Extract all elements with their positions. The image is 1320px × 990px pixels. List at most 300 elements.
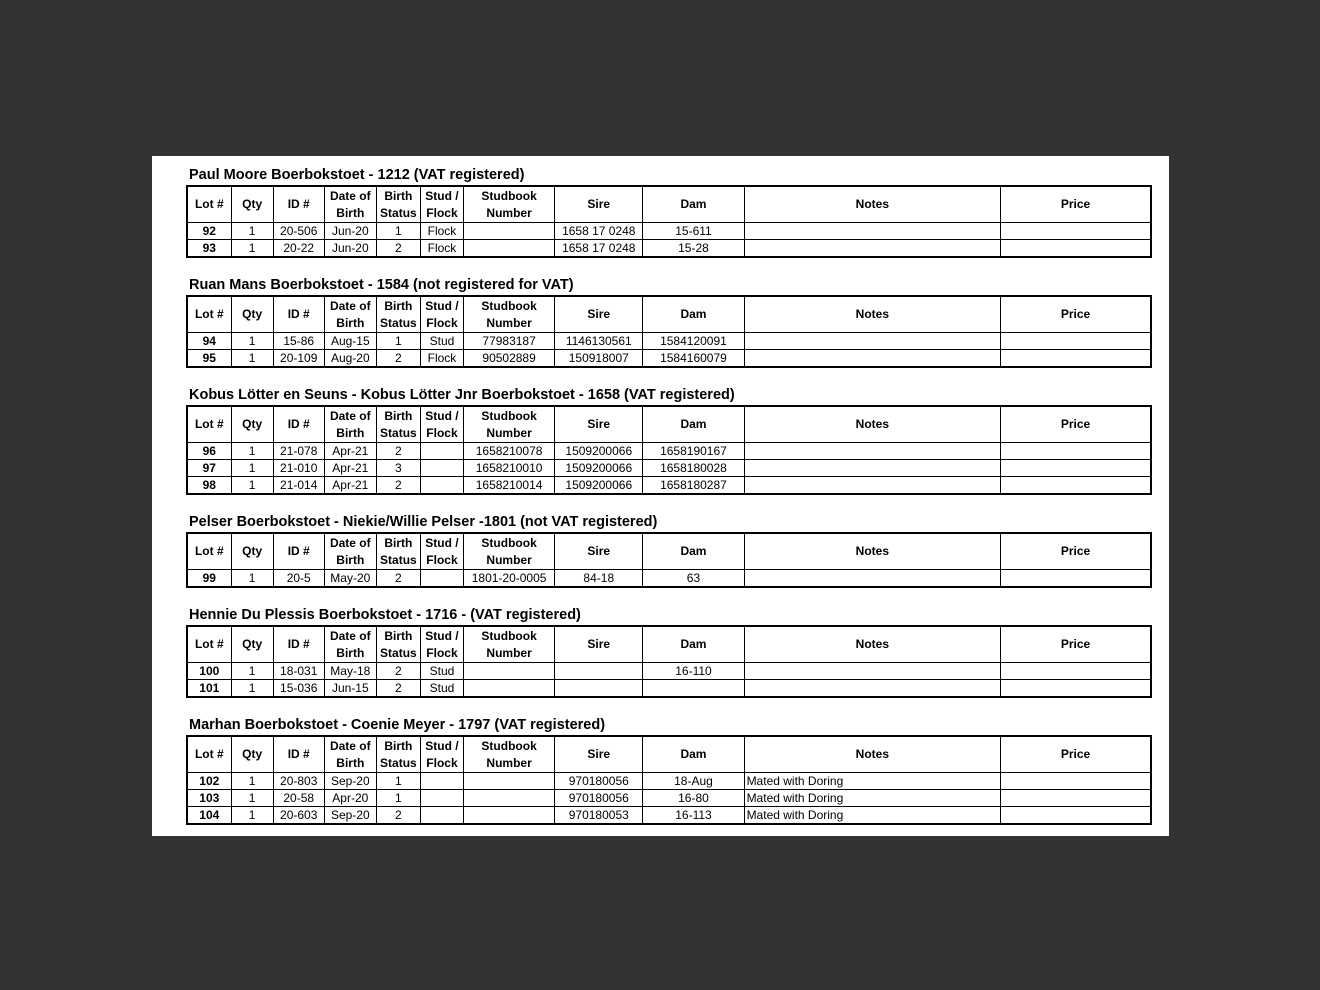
column-header-notes bbox=[744, 406, 1001, 443]
column-header-studbook-number bbox=[464, 296, 555, 333]
cell-sire: 1658 17 0248 bbox=[555, 240, 643, 258]
column-header-label: Lot # bbox=[194, 747, 224, 761]
column-header-label: Number bbox=[486, 552, 532, 567]
cell-qty: 1 bbox=[231, 350, 273, 368]
column-header-birth-status bbox=[376, 406, 420, 443]
column-header-label: Status bbox=[380, 205, 417, 220]
table-row bbox=[187, 443, 1151, 460]
cell-lot: 94 bbox=[187, 333, 231, 350]
column-header-label: Qty bbox=[242, 637, 263, 651]
cell-birth-status: 2 bbox=[376, 443, 420, 460]
column-header-label: Flock bbox=[426, 755, 458, 770]
lot-section bbox=[186, 716, 1152, 825]
cell-price bbox=[1001, 570, 1151, 588]
header-row bbox=[187, 296, 1151, 333]
column-header-label: Birth bbox=[336, 315, 365, 330]
column-header-label: Studbook bbox=[481, 535, 537, 550]
column-header-label: Price bbox=[1060, 307, 1091, 321]
column-header-label: Birth bbox=[384, 738, 413, 753]
cell-notes: Mated with Doring bbox=[744, 790, 1001, 807]
column-header-qty bbox=[231, 406, 273, 443]
cell-qty: 1 bbox=[231, 663, 273, 680]
cell-id: 15-86 bbox=[273, 333, 324, 350]
cell-lot: 95 bbox=[187, 350, 231, 368]
column-header-label: Status bbox=[380, 755, 417, 770]
column-header-label: Notes bbox=[855, 637, 889, 651]
column-header-label: Birth bbox=[336, 552, 365, 567]
lots-table bbox=[186, 532, 1152, 588]
column-header-label: Qty bbox=[242, 197, 263, 211]
column-header-notes bbox=[744, 626, 1001, 663]
cell-sire: 1509200066 bbox=[555, 460, 643, 477]
cell-lot: 100 bbox=[187, 663, 231, 680]
cell-date-of-birth: Jun-20 bbox=[324, 223, 376, 240]
column-header-label: Birth bbox=[336, 755, 365, 770]
cell-qty: 1 bbox=[231, 443, 273, 460]
column-header-sire bbox=[555, 406, 643, 443]
column-header-label: Number bbox=[486, 425, 532, 440]
cell-id: 15-036 bbox=[273, 680, 324, 698]
cell-sire bbox=[555, 680, 643, 698]
column-header-label: Number bbox=[486, 645, 532, 660]
column-header-dam bbox=[643, 626, 744, 663]
column-header-label: Flock bbox=[426, 552, 458, 567]
cell-notes bbox=[744, 570, 1001, 588]
column-header-label: Sire bbox=[587, 417, 611, 431]
column-header-stud-flock bbox=[420, 406, 463, 443]
column-header-studbook-number bbox=[464, 626, 555, 663]
cell-id: 20-5 bbox=[273, 570, 324, 588]
column-header-dam bbox=[643, 736, 744, 773]
column-header-label: Flock bbox=[426, 425, 458, 440]
column-header-label: Birth bbox=[384, 408, 413, 423]
column-header-price bbox=[1001, 186, 1151, 223]
column-header-label: ID # bbox=[287, 417, 310, 431]
cell-sire: 970180053 bbox=[555, 807, 643, 825]
column-header-label: Status bbox=[380, 315, 417, 330]
column-header-id bbox=[273, 186, 324, 223]
cell-studbook-number bbox=[464, 790, 555, 807]
cell-id: 21-014 bbox=[273, 477, 324, 495]
column-header-label: Birth bbox=[336, 205, 365, 220]
column-header-label: Price bbox=[1060, 417, 1091, 431]
cell-id: 20-109 bbox=[273, 350, 324, 368]
lots-table bbox=[186, 405, 1152, 495]
column-header-date-of-birth bbox=[324, 186, 376, 223]
column-header-notes bbox=[744, 736, 1001, 773]
column-header-birth-status bbox=[376, 186, 420, 223]
cell-qty: 1 bbox=[231, 790, 273, 807]
column-header-price bbox=[1001, 296, 1151, 333]
cell-birth-status: 1 bbox=[376, 790, 420, 807]
lots-table bbox=[186, 295, 1152, 368]
cell-lot: 101 bbox=[187, 680, 231, 698]
column-header-studbook-number bbox=[464, 406, 555, 443]
column-header-sire bbox=[555, 186, 643, 223]
cell-qty: 1 bbox=[231, 570, 273, 588]
cell-notes: Mated with Doring bbox=[744, 773, 1001, 790]
cell-date-of-birth: Apr-21 bbox=[324, 443, 376, 460]
column-header-dam bbox=[643, 296, 744, 333]
cell-qty: 1 bbox=[231, 223, 273, 240]
column-header-label: Studbook bbox=[481, 298, 537, 313]
cell-id: 18-031 bbox=[273, 663, 324, 680]
lot-section bbox=[186, 276, 1152, 368]
cell-date-of-birth: Sep-20 bbox=[324, 773, 376, 790]
cell-dam: 1658180028 bbox=[643, 460, 744, 477]
cell-stud-flock: Flock bbox=[420, 240, 463, 258]
column-header-label: Birth bbox=[384, 188, 413, 203]
column-header-label: Price bbox=[1060, 747, 1091, 761]
cell-lot: 103 bbox=[187, 790, 231, 807]
cell-stud-flock bbox=[420, 807, 463, 825]
column-header-label: Lot # bbox=[194, 307, 224, 321]
lots-table bbox=[186, 735, 1152, 825]
cell-studbook-number bbox=[464, 223, 555, 240]
lot-section bbox=[186, 386, 1152, 495]
cell-studbook-number: 1801-20-0005 bbox=[464, 570, 555, 588]
column-header-stud-flock bbox=[420, 296, 463, 333]
cell-stud-flock bbox=[420, 790, 463, 807]
cell-id: 21-078 bbox=[273, 443, 324, 460]
cell-dam: 15-28 bbox=[643, 240, 744, 258]
column-header-id bbox=[273, 626, 324, 663]
cell-lot: 104 bbox=[187, 807, 231, 825]
column-header-label: Studbook bbox=[481, 408, 537, 423]
column-header-date-of-birth bbox=[324, 533, 376, 570]
table-row bbox=[187, 570, 1151, 588]
cell-stud-flock bbox=[420, 773, 463, 790]
cell-birth-status: 1 bbox=[376, 773, 420, 790]
cell-qty: 1 bbox=[231, 807, 273, 825]
column-header-studbook-number bbox=[464, 533, 555, 570]
column-header-label: Dam bbox=[680, 637, 707, 651]
cell-qty: 1 bbox=[231, 477, 273, 495]
cell-sire: 84-18 bbox=[555, 570, 643, 588]
column-header-label: ID # bbox=[287, 544, 310, 558]
cell-date-of-birth: May-18 bbox=[324, 663, 376, 680]
column-header-qty bbox=[231, 296, 273, 333]
cell-dam: 15-611 bbox=[643, 223, 744, 240]
header-row bbox=[187, 186, 1151, 223]
cell-price bbox=[1001, 680, 1151, 698]
column-header-label: Number bbox=[486, 315, 532, 330]
column-header-dam bbox=[643, 533, 744, 570]
cell-date-of-birth: Apr-21 bbox=[324, 477, 376, 495]
cell-dam: 1584120091 bbox=[643, 333, 744, 350]
cell-stud-flock: Stud bbox=[420, 333, 463, 350]
cell-lot: 97 bbox=[187, 460, 231, 477]
cell-birth-status: 2 bbox=[376, 807, 420, 825]
column-header-label: ID # bbox=[287, 747, 310, 761]
section-title: Paul Moore Boerbokstoet - 1212 (VAT registered) bbox=[189, 167, 525, 183]
column-header-date-of-birth bbox=[324, 736, 376, 773]
table-row bbox=[187, 663, 1151, 680]
column-header-label: Date of bbox=[329, 188, 371, 203]
column-header-price bbox=[1001, 533, 1151, 570]
cell-qty: 1 bbox=[231, 680, 273, 698]
cell-birth-status: 2 bbox=[376, 680, 420, 698]
column-header-label: Lot # bbox=[194, 544, 224, 558]
column-header-lot bbox=[187, 186, 231, 223]
cell-date-of-birth: Aug-20 bbox=[324, 350, 376, 368]
column-header-label: Sire bbox=[587, 747, 611, 761]
cell-birth-status: 3 bbox=[376, 460, 420, 477]
column-header-label: Sire bbox=[587, 544, 611, 558]
cell-notes bbox=[744, 333, 1001, 350]
column-header-label: Lot # bbox=[194, 417, 224, 431]
column-header-label: Lot # bbox=[194, 637, 224, 651]
cell-dam: 1658180287 bbox=[643, 477, 744, 495]
lot-section bbox=[186, 166, 1152, 258]
cell-price bbox=[1001, 223, 1151, 240]
column-header-label: Qty bbox=[242, 307, 263, 321]
column-header-label: Number bbox=[486, 755, 532, 770]
column-header-label: Price bbox=[1060, 637, 1091, 651]
table-row bbox=[187, 223, 1151, 240]
column-header-label: Notes bbox=[855, 197, 889, 211]
column-header-label: Stud / bbox=[425, 298, 459, 313]
cell-birth-status: 2 bbox=[376, 240, 420, 258]
cell-id: 21-010 bbox=[273, 460, 324, 477]
column-header-label: Studbook bbox=[481, 738, 537, 753]
column-header-stud-flock bbox=[420, 626, 463, 663]
column-header-label: Date of bbox=[329, 408, 371, 423]
cell-date-of-birth: Sep-20 bbox=[324, 807, 376, 825]
column-header-label: Status bbox=[380, 425, 417, 440]
column-header-studbook-number bbox=[464, 736, 555, 773]
header-row bbox=[187, 406, 1151, 443]
cell-stud-flock: Stud bbox=[420, 680, 463, 698]
cell-stud-flock: Flock bbox=[420, 350, 463, 368]
section-title: Hennie Du Plessis Boerbokstoet - 1716 - (VAT registered) bbox=[189, 607, 581, 623]
cell-price bbox=[1001, 350, 1151, 368]
column-header-label: Flock bbox=[426, 205, 458, 220]
cell-sire: 1509200066 bbox=[555, 477, 643, 495]
column-header-qty bbox=[231, 736, 273, 773]
cell-birth-status: 2 bbox=[376, 570, 420, 588]
column-header-birth-status bbox=[376, 296, 420, 333]
cell-price bbox=[1001, 460, 1151, 477]
cell-studbook-number: 90502889 bbox=[464, 350, 555, 368]
column-header-label: Notes bbox=[855, 747, 889, 761]
column-header-label: Dam bbox=[680, 197, 707, 211]
column-header-dam bbox=[643, 406, 744, 443]
column-header-label: Date of bbox=[329, 535, 371, 550]
cell-notes bbox=[744, 663, 1001, 680]
column-header-lot bbox=[187, 296, 231, 333]
cell-notes bbox=[744, 443, 1001, 460]
cell-studbook-number bbox=[464, 807, 555, 825]
cell-stud-flock bbox=[420, 443, 463, 460]
column-header-lot bbox=[187, 533, 231, 570]
column-header-label: Status bbox=[380, 645, 417, 660]
column-header-label: Birth bbox=[336, 425, 365, 440]
column-header-notes bbox=[744, 296, 1001, 333]
table-row bbox=[187, 350, 1151, 368]
column-header-lot bbox=[187, 406, 231, 443]
column-header-id bbox=[273, 296, 324, 333]
column-header-label: Dam bbox=[680, 307, 707, 321]
cell-price bbox=[1001, 333, 1151, 350]
cell-lot: 96 bbox=[187, 443, 231, 460]
cell-price bbox=[1001, 240, 1151, 258]
cell-stud-flock: Flock bbox=[420, 223, 463, 240]
cell-sire: 970180056 bbox=[555, 773, 643, 790]
cell-sire: 150918007 bbox=[555, 350, 643, 368]
column-header-qty bbox=[231, 186, 273, 223]
column-header-birth-status bbox=[376, 533, 420, 570]
column-header-label: Price bbox=[1060, 544, 1091, 558]
cell-studbook-number bbox=[464, 240, 555, 258]
cell-studbook-number: 77983187 bbox=[464, 333, 555, 350]
column-header-label: ID # bbox=[287, 197, 310, 211]
section-title: Pelser Boerbokstoet - Niekie/Willie Pelser -1801 (not VAT registered) bbox=[189, 514, 658, 530]
cell-date-of-birth: May-20 bbox=[324, 570, 376, 588]
column-header-qty bbox=[231, 533, 273, 570]
table-row bbox=[187, 477, 1151, 495]
column-header-qty bbox=[231, 626, 273, 663]
cell-lot: 99 bbox=[187, 570, 231, 588]
cell-lot: 92 bbox=[187, 223, 231, 240]
cell-dam: 18-Aug bbox=[643, 773, 744, 790]
cell-sire: 970180056 bbox=[555, 790, 643, 807]
cell-birth-status: 2 bbox=[376, 350, 420, 368]
cell-dam: 63 bbox=[643, 570, 744, 588]
cell-notes bbox=[744, 477, 1001, 495]
column-header-stud-flock bbox=[420, 186, 463, 223]
column-header-stud-flock bbox=[420, 736, 463, 773]
column-header-label: ID # bbox=[287, 637, 310, 651]
column-header-label: Birth bbox=[384, 535, 413, 550]
column-header-label: Dam bbox=[680, 747, 707, 761]
column-header-label: Flock bbox=[426, 315, 458, 330]
column-header-date-of-birth bbox=[324, 296, 376, 333]
column-header-label: Birth bbox=[336, 645, 365, 660]
cell-notes bbox=[744, 240, 1001, 258]
column-header-sire bbox=[555, 736, 643, 773]
cell-stud-flock bbox=[420, 460, 463, 477]
column-header-sire bbox=[555, 533, 643, 570]
cell-sire: 1509200066 bbox=[555, 443, 643, 460]
cell-studbook-number: 1658210078 bbox=[464, 443, 555, 460]
cell-dam: 16-80 bbox=[643, 790, 744, 807]
table-row bbox=[187, 460, 1151, 477]
column-header-label: Stud / bbox=[425, 535, 459, 550]
column-header-label: Qty bbox=[242, 544, 263, 558]
column-header-price bbox=[1001, 626, 1151, 663]
lots-table bbox=[186, 185, 1152, 258]
column-header-notes bbox=[744, 186, 1001, 223]
cell-id: 20-58 bbox=[273, 790, 324, 807]
column-header-label: Date of bbox=[329, 628, 371, 643]
column-header-label: Notes bbox=[855, 307, 889, 321]
cell-id: 20-506 bbox=[273, 223, 324, 240]
cell-id: 20-603 bbox=[273, 807, 324, 825]
cell-id: 20-22 bbox=[273, 240, 324, 258]
column-header-label: Qty bbox=[242, 417, 263, 431]
column-header-id bbox=[273, 406, 324, 443]
cell-lot: 102 bbox=[187, 773, 231, 790]
cell-sire: 1146130561 bbox=[555, 333, 643, 350]
cell-birth-status: 1 bbox=[376, 223, 420, 240]
cell-price bbox=[1001, 807, 1151, 825]
column-header-label: Notes bbox=[855, 417, 889, 431]
column-header-label: Stud / bbox=[425, 738, 459, 753]
cell-stud-flock bbox=[420, 570, 463, 588]
cell-birth-status: 2 bbox=[376, 663, 420, 680]
cell-price bbox=[1001, 443, 1151, 460]
cell-birth-status: 2 bbox=[376, 477, 420, 495]
table-row bbox=[187, 790, 1151, 807]
column-header-lot bbox=[187, 736, 231, 773]
column-header-id bbox=[273, 736, 324, 773]
cell-price bbox=[1001, 663, 1151, 680]
column-header-label: Date of bbox=[329, 738, 371, 753]
cell-lot: 98 bbox=[187, 477, 231, 495]
cell-price bbox=[1001, 790, 1151, 807]
cell-birth-status: 1 bbox=[376, 333, 420, 350]
column-header-sire bbox=[555, 626, 643, 663]
cell-dam: 1584160079 bbox=[643, 350, 744, 368]
column-header-notes bbox=[744, 533, 1001, 570]
cell-date-of-birth: Jun-15 bbox=[324, 680, 376, 698]
column-header-label: Stud / bbox=[425, 408, 459, 423]
lots-table bbox=[186, 625, 1152, 698]
cell-notes bbox=[744, 350, 1001, 368]
cell-date-of-birth: Apr-21 bbox=[324, 460, 376, 477]
cell-dam: 16-113 bbox=[643, 807, 744, 825]
document-sheet bbox=[152, 156, 1169, 836]
table-row bbox=[187, 333, 1151, 350]
cell-dam: 16-110 bbox=[643, 663, 744, 680]
cell-studbook-number bbox=[464, 773, 555, 790]
column-header-label: ID # bbox=[287, 307, 310, 321]
column-header-label: Dam bbox=[680, 544, 707, 558]
cell-studbook-number: 1658210014 bbox=[464, 477, 555, 495]
section-title: Marhan Boerbokstoet - Coenie Meyer - 1797 (VAT registered) bbox=[189, 717, 606, 733]
cell-date-of-birth: Apr-20 bbox=[324, 790, 376, 807]
cell-notes bbox=[744, 460, 1001, 477]
header-row bbox=[187, 736, 1151, 773]
column-header-label: Stud / bbox=[425, 628, 459, 643]
cell-dam: 1658190167 bbox=[643, 443, 744, 460]
column-header-sire bbox=[555, 296, 643, 333]
column-header-label: Stud / bbox=[425, 188, 459, 203]
header-row bbox=[187, 533, 1151, 570]
column-header-label: Notes bbox=[855, 544, 889, 558]
column-header-label: Qty bbox=[242, 747, 263, 761]
cell-notes bbox=[744, 223, 1001, 240]
column-header-label: Birth bbox=[384, 628, 413, 643]
cell-stud-flock bbox=[420, 477, 463, 495]
column-header-date-of-birth bbox=[324, 626, 376, 663]
column-header-lot bbox=[187, 626, 231, 663]
cell-notes bbox=[744, 680, 1001, 698]
cell-qty: 1 bbox=[231, 333, 273, 350]
column-header-price bbox=[1001, 736, 1151, 773]
column-header-id bbox=[273, 533, 324, 570]
column-header-label: Date of bbox=[329, 298, 371, 313]
cell-id: 20-803 bbox=[273, 773, 324, 790]
cell-price bbox=[1001, 477, 1151, 495]
cell-notes: Mated with Doring bbox=[744, 807, 1001, 825]
cell-lot: 93 bbox=[187, 240, 231, 258]
table-row bbox=[187, 240, 1151, 258]
column-header-label: Sire bbox=[587, 637, 611, 651]
column-header-label: Flock bbox=[426, 645, 458, 660]
cell-dam bbox=[643, 680, 744, 698]
